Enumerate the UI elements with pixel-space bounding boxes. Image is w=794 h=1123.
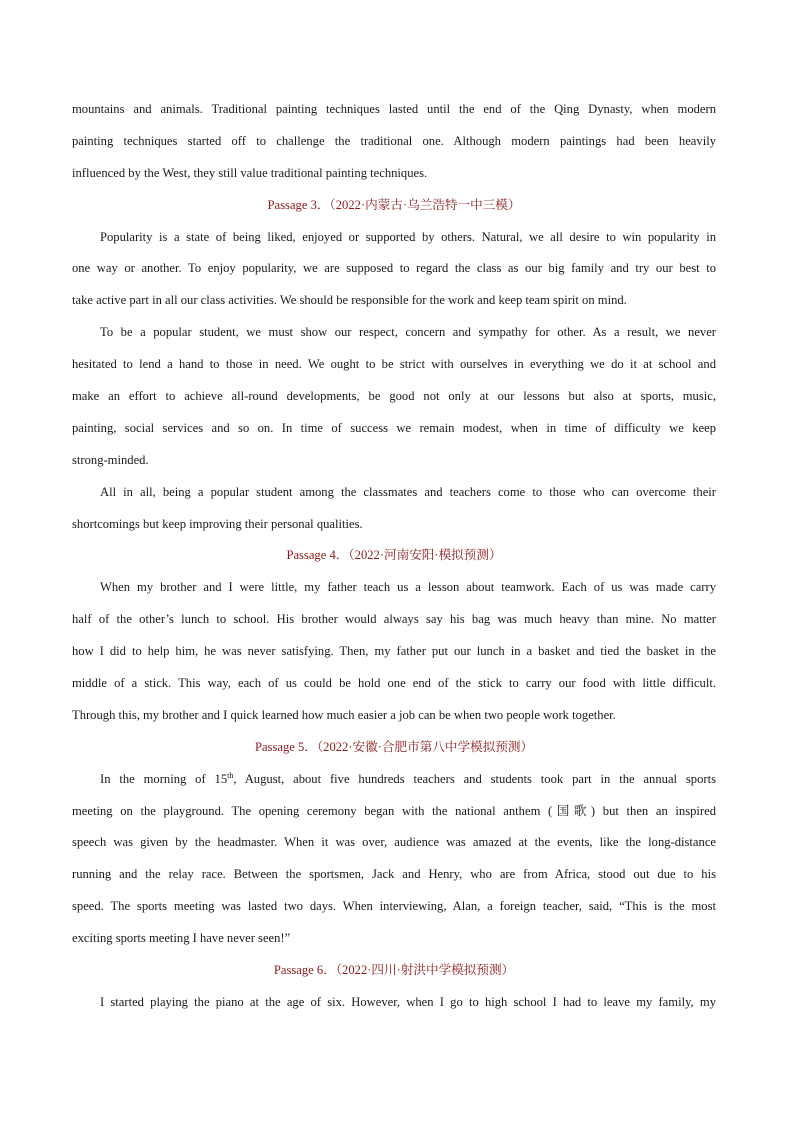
text-line: half of the other’s lunch to school. His brother would always say his bag was much heavy than mine. No matter <box>72 612 716 627</box>
document-page <box>72 94 716 1019</box>
text-line: influenced by the West, they still value traditional painting techniques. <box>72 165 428 180</box>
text-line: painting techniques started off to challenge the traditional one. Although modern paintings had been heavily <box>72 133 716 148</box>
passage-heading: Passage 4．（2022·河南安阳·模拟预测） <box>286 548 502 563</box>
text-line: one way or another. To enjoy popularity, we are supposed to regard the class as our big family and try our best to <box>72 261 716 276</box>
text-line: I started playing the piano at the age of six. However, when I go to high school I had to leave my family, my <box>100 994 716 1009</box>
text-line: middle of a stick. This way, each of us could be hold one end of the stick to carry our food with little difficult. <box>72 676 716 691</box>
text-line: speed. The sports meeting was lasted two days. When interviewing, Alan, a foreign teacher, said, “This is the most <box>72 899 716 914</box>
text-line: speech was given by the headmaster. When it was over, audience was amazed at the events, like the long-distance <box>72 835 716 850</box>
text-fragment: , August, about five hundreds teachers and students took part in the annual sports <box>233 771 716 786</box>
text-fragment: In the morning of 15 <box>100 771 228 786</box>
text-line: Popularity is a state of being liked, enjoyed or supported by others. Natural, we all desire to win popularity in <box>100 229 716 244</box>
text-line: running and the relay race. Between the sportsmen, Jack and Henry, who are from Africa, stood out due to his <box>72 867 716 882</box>
passage-heading: Passage 6．（2022·四川·射洪中学模拟预测） <box>273 963 515 978</box>
text-line: how I did to help him, he was never satisfying. Then, my father put our lunch in a basket and tied the basket in the <box>72 644 716 659</box>
text-line: When my brother and I were little, my father teach us a lesson about teamwork. Each of us was made carry <box>100 580 716 595</box>
passage-2-tail <box>72 94 716 190</box>
passage-6 <box>72 955 716 1019</box>
text-line: mountains and animals. Traditional painting techniques lasted until the end of the Qing Dynasty, when modern <box>72 102 716 116</box>
text-line: strong-minded. <box>72 452 149 467</box>
text-line: hesitated to lend a hand to those in need. We ought to be strict with ourselves in everything we do it at school and <box>72 357 716 372</box>
passage-heading: Passage 5．（2022·安徽·合肥市第八中学模拟预测） <box>254 739 534 754</box>
passage-5 <box>72 732 716 955</box>
text-line: painting, social services and so on. In time of success we remain modest, when in time of difficulty we keep <box>72 420 716 435</box>
text-line: All in all, being a popular student among the classmates and teachers come to those who can overcome their <box>100 484 716 499</box>
passage-3 <box>72 190 716 541</box>
text-line: To be a popular student, we must show our respect, concern and sympathy for other. As a result, we never <box>100 325 716 340</box>
text-line: shortcomings but keep improving their personal qualities. <box>72 516 363 531</box>
text-line: take active part in all our class activities. We should be responsible for the work and keep team spirit on mind. <box>72 293 627 308</box>
text-line: make an effort to achieve all-round developments, be good not only at our lessons but also at sports, music, <box>72 389 716 404</box>
passage-heading: Passage 3．（2022·内蒙古·乌兰浩特一中三模） <box>267 197 521 212</box>
text-line <box>72 764 716 796</box>
text-line: meeting on the playground. The opening ceremony began with the national anthem (国歌) but then an inspired <box>72 803 716 818</box>
text-line: Through this, my brother and I quick learned how much easier a job can be when two people work together. <box>72 707 616 722</box>
text-line: exciting sports meeting I have never seen!” <box>72 931 291 946</box>
passage-4 <box>72 540 716 731</box>
superscript: th <box>227 770 234 780</box>
